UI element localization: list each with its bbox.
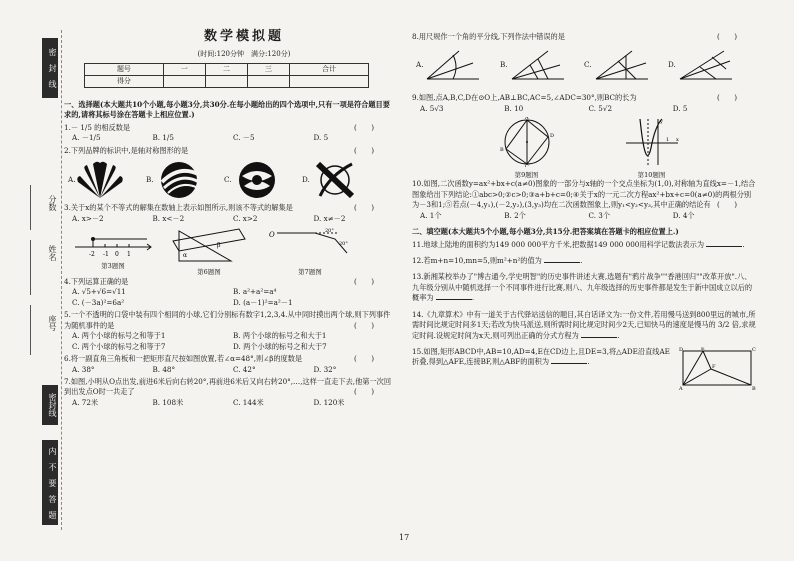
answer-blank[interactable]: [436, 293, 472, 300]
fig6-caption: 第6题图: [197, 268, 221, 277]
score-table: [84, 63, 369, 88]
question-14: 14.《九章算术》中有一道关于古代驿站送信的题目,其白话译文为:一份文件,若用慢马送到800里远的城市,所需时间比规定时间多1天;若改为快马派送,则所需时间比规定时间少2天,已知快马的速度是慢马的 3/2 倍,求规定时间.设规定时间为x天,则可列出正确的分式方程为 .: [412, 309, 756, 340]
binding-dashed-line: [40, 30, 62, 530]
number-line-figure: [73, 227, 153, 259]
question-10: 10.如图,二次函数y=ax²+bx+c(a≠0)图象的一部分与x轴的一个交点坐标为(1,0),对称轴为直线x=－1,结合图象给出下列结论:①abc>0;②c>0;③a+b+c=0;④关于x的一元二次方程ax²+bx+c=0(a≠0)的两根分别为－3和1;⑤若点(－4,y₁),(－2,y₂),(3,y₃)均在二次函数图象上,则y₁<y₂<y₃,其中正确的结论有 ( ): [412, 179, 756, 210]
bisector-c-icon: [592, 47, 652, 83]
score-cell[interactable]: [163, 75, 205, 87]
score-cell[interactable]: [248, 75, 290, 87]
score-row-label: 得分: [85, 75, 164, 87]
question-7: 7.如图,小明从O点出发,前进6米后向右转20°,再前进6米后又向右转20°,…,这样一直走下去,他第一次回到出发点O时一共走了 ( ): [64, 376, 392, 397]
svg-text:D: D: [549, 133, 554, 140]
triangle-ruler-figure: [169, 227, 249, 265]
svg-text:D: D: [679, 347, 684, 353]
question-8: ( ) 8.用尺规作一个角的平分线,下列作法中错误的是: [412, 32, 737, 41]
bisector-d-icon: [676, 47, 736, 83]
q3-options: A. x>－2 B. x<－2 C. x>2 D. x≠－2: [72, 213, 346, 223]
question-1: ( ) 1.－ 1/5 的相反数是: [64, 122, 374, 132]
q4-options-2: C. (－3a)²=6a² D. (a－1)²=a²－1: [72, 297, 293, 307]
svg-text:C: C: [752, 347, 756, 353]
svg-text:y: y: [659, 119, 663, 126]
score-header: 一: [163, 63, 205, 75]
svg-text:-1: -1: [103, 251, 109, 259]
binding-seat-label: 座号: [48, 315, 57, 331]
q4-options: A. √5+√6=√11 B. a²+a²=a⁴: [72, 287, 277, 297]
svg-text:20°: 20°: [339, 241, 348, 248]
score-cell[interactable]: [290, 75, 369, 87]
score-cell[interactable]: [205, 75, 247, 87]
fill-line: [30, 185, 31, 230]
svg-text:O: O: [269, 231, 275, 240]
q9-options: A. 5√3 B. 10 C. 5√2 D. 5: [420, 103, 688, 113]
answer-blank[interactable]: [706, 240, 742, 247]
seal-box-bottom: 内 不 要 答 题: [42, 440, 58, 525]
question-2: ( ) 2.下列品牌的标识中,是轴对称图形的是: [64, 145, 374, 155]
score-header: 三: [248, 63, 290, 75]
answer-blank[interactable]: [551, 357, 587, 364]
fill-line: [30, 240, 31, 295]
exam-subtitle: (时间:120分钟 满分:120分): [197, 49, 291, 58]
rectangle-fold-figure: [677, 347, 757, 391]
svg-text:B: B: [752, 386, 756, 391]
question-11: 11.地球上陆地的面积约为149 000 000平方千米,把数据149 000 000用科学记数法表示为 .: [412, 239, 745, 249]
seal-box-mid: 密封线: [42, 385, 58, 425]
question-4: ( ) 4.下列运算正确的是: [64, 277, 374, 287]
page-title: 数学模拟题: [203, 29, 284, 44]
svg-text:A: A: [679, 386, 683, 391]
q6-options: A. 38° B. 48° C. 42° D. 32°: [72, 364, 337, 374]
q7-options: A. 72米 B. 108米 C. 144米 D. 120米: [72, 397, 345, 407]
svg-text:B: B: [499, 147, 504, 154]
svg-text:x: x: [675, 137, 679, 144]
china-mobile-logo-icon: [232, 160, 282, 200]
question-12: 12.若m+n=10,mn=5,则m²+n²的值为 .: [412, 255, 583, 265]
right-column: [412, 30, 757, 391]
svg-text:β: β: [217, 242, 221, 250]
parabola-figure: [622, 117, 682, 167]
fig10-caption: 第10题图: [637, 170, 666, 179]
q2-logo-row: A. B. C. D.: [68, 159, 394, 201]
q5-options-2: C. 两个小球的标号之和等于7 D. 两个小球的标号之和大于7: [72, 341, 327, 351]
question-3: ( ) 3.关于x的某个不等式的解集在数轴上表示如图所示,则该不等式的解集是: [64, 203, 374, 213]
answer-blank[interactable]: [581, 331, 617, 338]
question-5: 5.一个不透明的口袋中装有四个相同的小球,它们分别标有数字1,2,3,4.从中同时摸出两个球,则下列事件为随机事件的是 ( ): [64, 310, 391, 330]
seal-box-top: 密 封 线: [42, 38, 58, 98]
bisector-a-icon: [423, 47, 483, 83]
svg-text:F: F: [712, 364, 716, 370]
q10-options: A. 1个 B. 2个 C. 3个 D. 4个: [420, 210, 695, 220]
svg-text:-2: -2: [89, 251, 95, 259]
binding-name-label: 姓名: [48, 245, 57, 261]
svg-text:E: E: [701, 347, 705, 352]
q5-options: A. 两个小球的标号之和等于1 B. 两个小球的标号之和大于1: [72, 331, 327, 341]
left-column: [64, 28, 394, 408]
path-turn-figure: [265, 227, 355, 265]
section1-title: 一、选择题(本大题共10个小题,每小题3分,共30分.在每小题给出的四个选项中,只有一项是符合题目要求的,请将其标号涂在答题卡上相应位置.): [64, 99, 390, 120]
fill-line: [30, 305, 31, 355]
swirl-logo-icon: [154, 160, 204, 200]
circle-figure: [492, 117, 562, 167]
huawei-logo-icon: [75, 160, 125, 200]
svg-text:1: 1: [127, 251, 131, 259]
q9-q10-figures: [416, 117, 757, 177]
question-9: ( ) 9.如图,点A,B,C,D在⊙O上,AB⊥BC,AC=5,∠ADC=30°,则BC的长为: [412, 93, 737, 103]
fig3-caption: 第3题图: [101, 262, 125, 271]
score-header: 题号: [85, 63, 164, 75]
x-logo-icon: [310, 160, 360, 200]
binding-score-label: 分数: [48, 195, 57, 211]
bisector-b-icon: [508, 47, 568, 83]
figures-row: [68, 227, 394, 275]
svg-text:A: A: [524, 117, 529, 122]
svg-text:1: 1: [665, 137, 669, 144]
score-header: 合计: [290, 63, 369, 75]
fig7-caption: 第7题图: [298, 268, 322, 277]
fig9-caption: 第9题图: [514, 170, 539, 179]
answer-blank[interactable]: [544, 256, 580, 263]
question-13: 13.新湘某校举办了"博古通今,学史明智"的历史事件讲述大赛,选题有"鸦片战争""香港回归""改革开放".八、九年级分别从中随机选择一个不同事件进行比赛,则八、九年级选择的历史事件都是发生于新中国成立以后的概率为 .: [412, 272, 753, 303]
q1-options: A. －1/5 B. 1/5 C. －5 D. 5: [72, 133, 329, 143]
svg-text:C: C: [524, 164, 529, 168]
question-15: 15.如图,矩形ABCD中,AB=10,AD=4,E在CD边上,且DE=3,将△ADE沿直线AE折叠,得到△AFE,连接BF,则△ABF的面积为 . D E C A B F: [412, 347, 756, 391]
svg-text:20°: 20°: [325, 228, 334, 235]
q8-figures: A. B. C. D.: [416, 45, 757, 85]
question-6: ( ) 6.将一副直角三角板和一把矩形直尺按如图放置,若∠α=48°,则∠β的度数是: [64, 354, 374, 364]
svg-text:α: α: [183, 252, 188, 260]
score-header: 二: [205, 63, 247, 75]
svg-text:0: 0: [115, 251, 119, 259]
page-number: 17: [399, 533, 410, 542]
section2-title: 二、填空题(本大题共5个小题,每小题3分,共15分.把答案填在答题卡的相应位置上.): [412, 227, 679, 237]
